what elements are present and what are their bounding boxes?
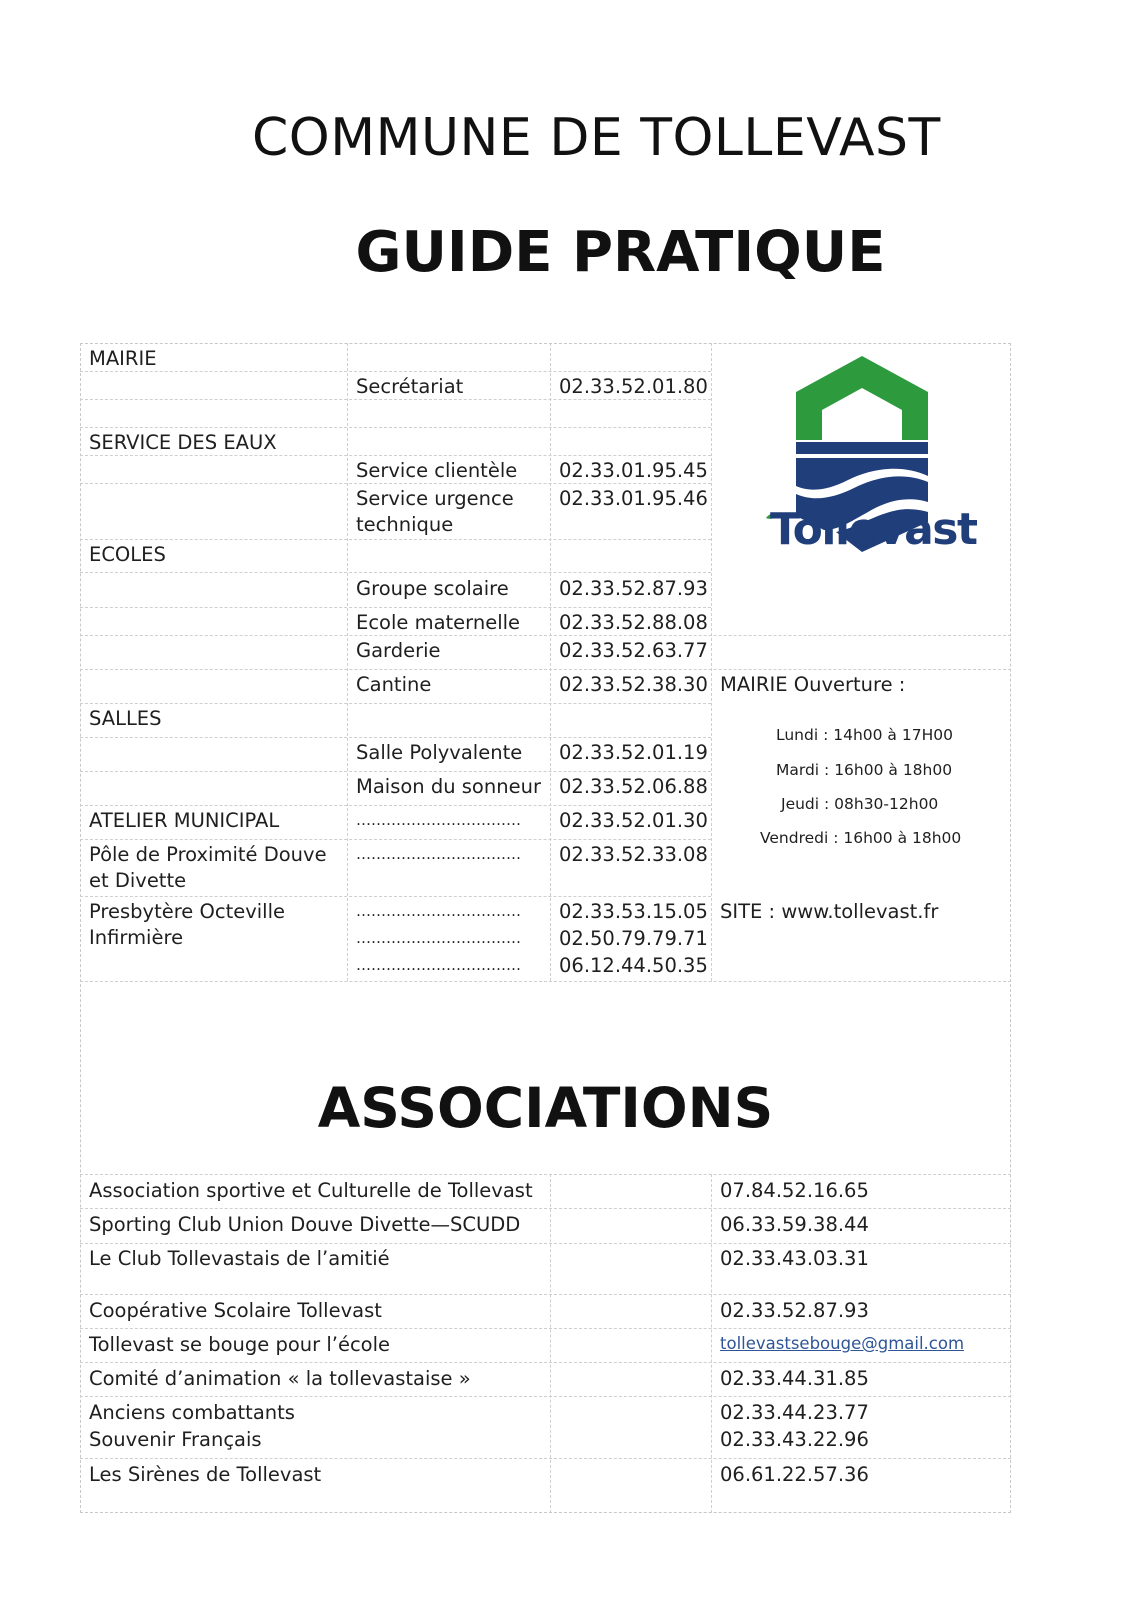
associations-title: ASSOCIATIONS: [317, 1076, 774, 1140]
association-name: Tollevast se bouge pour l’école: [89, 1333, 391, 1356]
row-divider: [80, 1362, 1011, 1363]
phone-number: 02.50.79.79.71: [559, 927, 708, 950]
hours-jeudi: Jeudi : 08h30-12h00: [781, 795, 939, 813]
phone-number: 02.33.52.88.08: [559, 611, 708, 634]
dotted-filler: ……………………………: [356, 929, 521, 947]
phone-number: 02.33.52.01.19: [559, 741, 708, 764]
column-divider: [550, 343, 551, 981]
guide-title: GUIDE PRATIQUE: [355, 220, 886, 285]
section-infirmiere: Infirmière: [89, 926, 184, 949]
row-divider: [80, 771, 711, 772]
column-divider: [711, 343, 712, 981]
section-salles: SALLES: [89, 707, 162, 730]
row-divider: [80, 1208, 1011, 1209]
column-divider: [550, 1174, 551, 1513]
hours-title: MAIRIE Ouverture :: [720, 673, 906, 696]
association-phone: 07.84.52.16.65: [720, 1179, 869, 1202]
association-phone: 02.33.44.31.85: [720, 1367, 869, 1390]
logo-brand-text: Tollevast: [770, 504, 977, 555]
hours-mardi: Mardi : 16h00 à 18h00: [776, 761, 953, 779]
association-phone: 02.33.52.87.93: [720, 1299, 869, 1322]
association-name: Le Club Tollevastais de l’amitié: [89, 1247, 390, 1270]
column-divider: [711, 1174, 712, 1513]
row-divider: [80, 1174, 1011, 1175]
service-label: Salle Polyvalente: [356, 741, 523, 764]
row-divider: [80, 669, 1011, 670]
association-name: Les Sirènes de Tollevast: [89, 1463, 322, 1486]
phone-number: 02.33.52.01.80: [559, 375, 708, 398]
service-label: Cantine: [356, 673, 432, 696]
dotted-filler: ……………………………: [356, 845, 521, 863]
dotted-filler: ……………………………: [356, 902, 521, 920]
column-divider: [347, 343, 348, 981]
row-divider: [80, 703, 711, 704]
service-label: Ecole maternelle: [356, 611, 521, 634]
dotted-filler: ……………………………: [356, 811, 521, 829]
hours-vendredi: Vendredi : 16h00 à 18h00: [760, 829, 962, 847]
service-label: Groupe scolaire: [356, 577, 509, 600]
phone-number: 02.33.53.15.05: [559, 900, 708, 923]
row-divider: [80, 896, 711, 897]
association-name: Anciens combattants: [89, 1401, 295, 1424]
section-mairie: MAIRIE: [89, 347, 157, 370]
phone-number: 02.33.52.63.77: [559, 639, 708, 662]
association-name: Association sportive et Culturelle de Tollevast: [89, 1179, 533, 1202]
row-divider: [80, 1458, 1011, 1459]
association-name: Coopérative Scolaire Tollevast: [89, 1299, 382, 1322]
phone-number: 02.33.52.33.08: [559, 843, 708, 866]
phone-number: 02.33.52.06.88: [559, 775, 708, 798]
service-label: Service clientèle: [356, 459, 518, 482]
phone-number: 02.33.52.38.30: [559, 673, 708, 696]
row-divider: [80, 1294, 1011, 1295]
association-name: Souvenir Français: [89, 1428, 262, 1451]
row-divider: [80, 427, 711, 428]
dotted-filler: ……………………………: [356, 956, 521, 974]
row-divider: [80, 1396, 1011, 1397]
commune-title: COMMUNE DE TOLLEVAST: [252, 108, 941, 168]
row-divider: [80, 737, 711, 738]
row-divider: [80, 572, 711, 573]
row-divider: [80, 371, 711, 372]
association-name: Comité d’animation « la tollevastaise »: [89, 1367, 471, 1390]
row-divider: [80, 635, 1011, 636]
row-divider: [80, 839, 711, 840]
association-name: Sporting Club Union Douve Divette—SCUDD: [89, 1213, 521, 1236]
row-divider: [80, 539, 711, 540]
website-text: SITE : www.tollevast.fr: [720, 900, 939, 923]
row-divider: [80, 607, 711, 608]
association-phone: 02.33.43.03.31: [720, 1247, 869, 1270]
section-ecoles: ECOLES: [89, 543, 166, 566]
section-eaux: SERVICE DES EAUX: [89, 431, 277, 454]
row-divider: [80, 1328, 1011, 1329]
section-presbytere: Presbytère Octeville: [89, 900, 286, 923]
service-label: Garderie: [356, 639, 441, 662]
section-pole: et Divette: [89, 869, 187, 892]
association-phone: 02.33.44.23.77: [720, 1401, 869, 1424]
association-phone: 06.61.22.57.36: [720, 1463, 869, 1486]
section-atelier: ATELIER MUNICIPAL: [89, 809, 280, 832]
phone-number: 02.33.01.95.46: [559, 487, 708, 510]
row-divider: [80, 805, 711, 806]
phone-number: 02.33.52.01.30: [559, 809, 708, 832]
tollevast-logo: [752, 352, 977, 584]
association-email-link[interactable]: tollevastsebouge@gmail.com: [720, 1334, 965, 1353]
service-label: Secrétariat: [356, 375, 464, 398]
phone-number: 02.33.01.95.45: [559, 459, 708, 482]
service-label: Maison du sonneur: [356, 775, 541, 798]
service-label: technique: [356, 513, 454, 536]
row-divider: [80, 981, 1011, 982]
phone-number: 02.33.52.87.93: [559, 577, 708, 600]
section-pole: Pôle de Proximité Douve: [89, 843, 327, 866]
hours-lundi: Lundi : 14h00 à 17H00: [776, 726, 953, 744]
association-phone: 02.33.43.22.96: [720, 1428, 869, 1451]
service-label: Service urgence: [356, 487, 514, 510]
row-divider: [80, 1243, 1011, 1244]
phone-number: 06.12.44.50.35: [559, 954, 708, 977]
association-phone: 06.33.59.38.44: [720, 1213, 869, 1236]
